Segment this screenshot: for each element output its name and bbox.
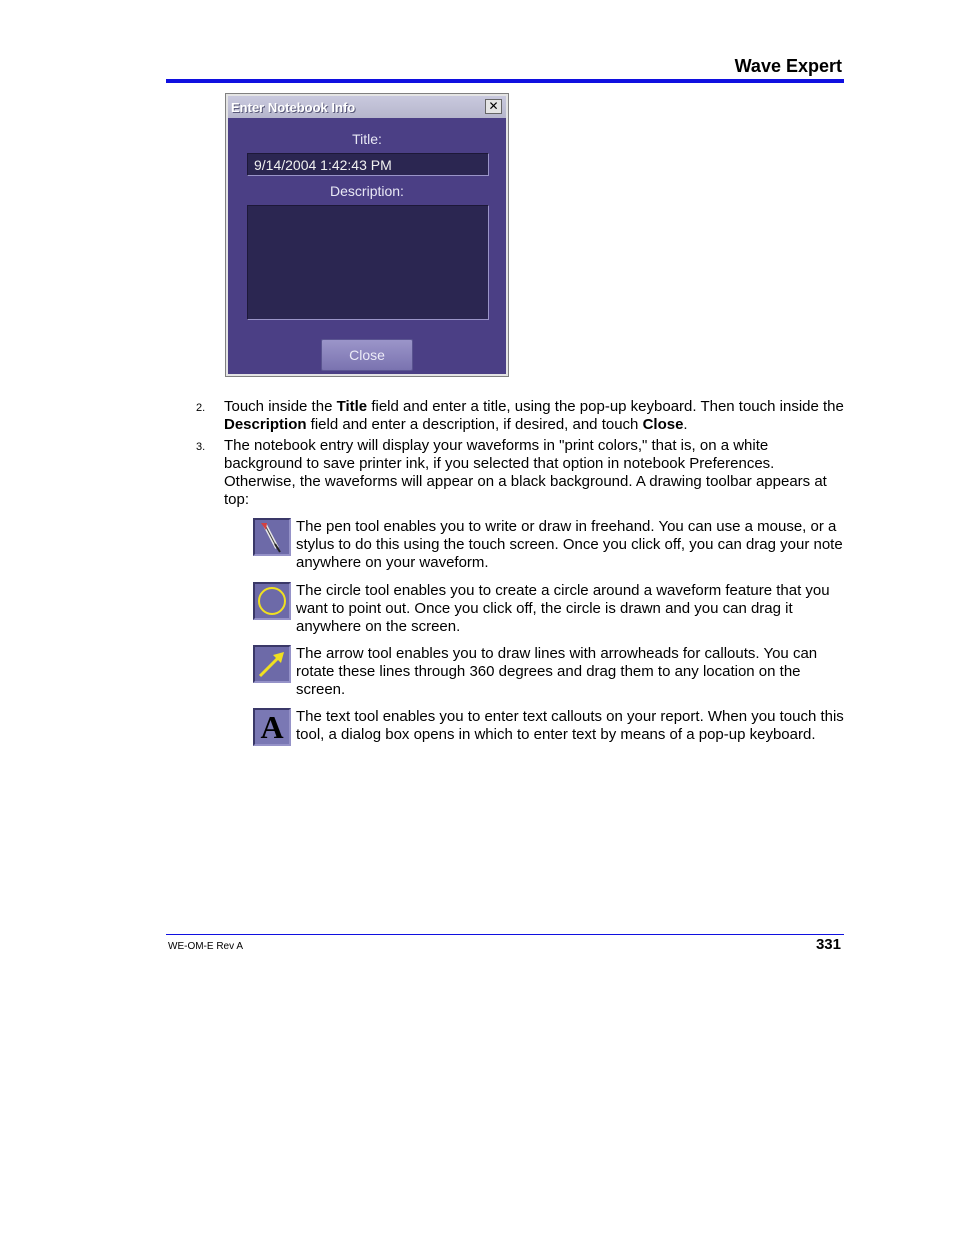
enter-notebook-info-dialog xyxy=(225,93,509,377)
dialog-title: Enter Notebook Info xyxy=(231,100,356,115)
step-number: 2. xyxy=(196,402,206,414)
arrow-tool-description: The arrow tool enables you to draw lines with arrowheads for callouts. You can rotate these lines through 360 degrees and drag them to any location on the screen. xyxy=(296,645,818,698)
header-rule xyxy=(166,79,844,83)
dialog-close-x-button[interactable]: ✕ xyxy=(485,99,502,114)
arrow-icon xyxy=(253,645,291,683)
text-tool-icon xyxy=(253,708,291,746)
step-3-text: The notebook entry will display your waveforms in "print colors," that is, on a white background to save printer ink, if you selected that option in notebook Preferences. Otherwise, the waveforms will appear on a black background. A drawing toolbar appears at top: xyxy=(224,437,827,508)
footer-page-number: 331 xyxy=(815,936,841,953)
description-label: Description: xyxy=(330,183,404,199)
step-2-text-part: Touch inside the xyxy=(224,398,337,415)
description-keyword: Description xyxy=(224,416,307,433)
step-2-text-part: . xyxy=(683,416,688,433)
circle-icon xyxy=(253,582,291,620)
close-keyword: Close xyxy=(642,416,684,433)
dialog-titlebar xyxy=(228,96,506,118)
dialog-body xyxy=(228,118,506,374)
step-2-text-part: field and enter a title, using the pop-up keyboard. Then touch inside the xyxy=(367,398,844,415)
pen-icon xyxy=(253,518,291,556)
pen-tool-description: The pen tool enables you to write or draw in freehand. You can use a mouse, or a stylus to do this using the touch screen. Once you click off, you can drag your note anywhere on your waveform. xyxy=(296,518,843,571)
step-2-text xyxy=(224,398,844,434)
close-button[interactable]: Close xyxy=(321,339,413,371)
step-2-text-part: field and enter a description, if desired, and touch xyxy=(306,416,643,433)
title-label: Title: xyxy=(352,131,382,147)
title-keyword: Title xyxy=(336,398,368,415)
footer-rule xyxy=(166,934,844,935)
title-field[interactable]: 9/14/2004 1:42:43 PM xyxy=(247,153,489,176)
text-tool-glyph: A xyxy=(260,709,284,745)
step-number: 3. xyxy=(196,441,206,453)
footer-doc-id: WE-OM-E Rev A xyxy=(168,941,244,952)
description-field[interactable] xyxy=(247,205,489,320)
page-header-title: Wave Expert xyxy=(734,56,842,76)
text-tool-description: The text tool enables you to enter text callouts on your report. When you touch this tool, a dialog box opens in which to enter text by means of a pop-up keyboard. xyxy=(296,708,844,743)
circle-tool-description: The circle tool enables you to create a circle around a waveform feature that you want to point out. Once you click off, the circle is drawn and you can drag it anywhere on the screen. xyxy=(296,582,830,635)
